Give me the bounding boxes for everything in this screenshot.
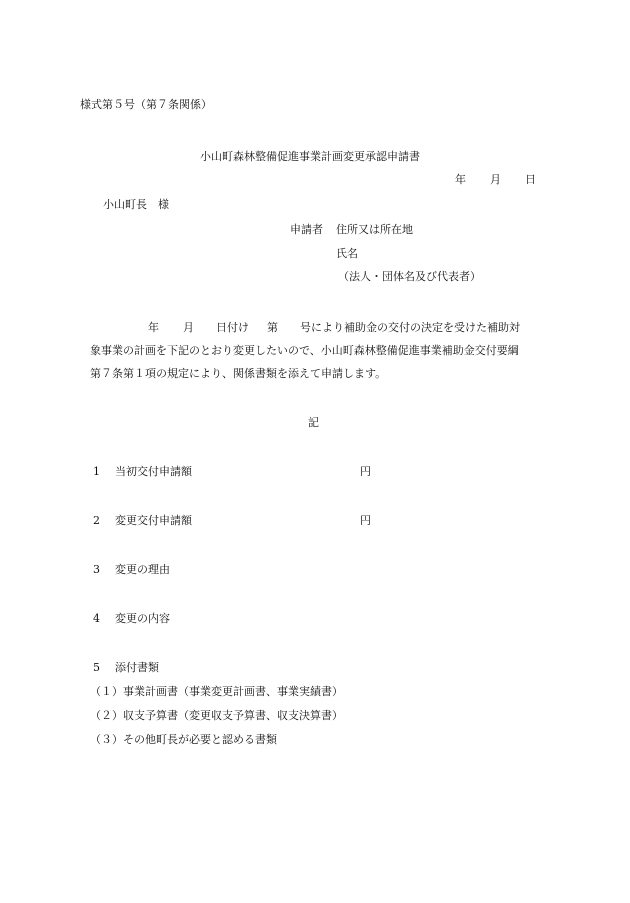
body-line-2: 象事業の計画を下記のとおり変更したいので、小山町森林整備促進事業補助金交付要綱 xyxy=(90,344,519,357)
applicant-note: （法人・団体名及び代表者） xyxy=(338,270,481,283)
item-label: 変更の理由 xyxy=(115,563,170,576)
body-dai: 第 xyxy=(267,321,278,334)
applicant-name-label: 氏名 xyxy=(336,247,358,260)
applicant-address-label: 住所又は所在地 xyxy=(336,223,413,236)
body-line-3: 第７条第１項の規定により、関係書類を添えて申請します。 xyxy=(90,367,387,380)
item-label: 添付書類 xyxy=(115,661,159,674)
item-unit: 円 xyxy=(360,465,371,478)
item-number: 1 xyxy=(93,465,100,478)
date-month: 月 xyxy=(490,173,501,186)
date-year: 年 xyxy=(455,173,466,186)
item-number: 3 xyxy=(93,563,100,576)
item-number: 5 xyxy=(93,661,100,674)
item-number: 2 xyxy=(93,514,100,527)
date-day: 日 xyxy=(525,173,536,186)
item-label: 変更の内容 xyxy=(115,612,170,625)
document-title: 小山町森林整備促進事業計画変更承認申請書 xyxy=(200,150,420,163)
attachment-item: （３）その他町長が必要と認める書類 xyxy=(90,733,277,746)
body-year: 年 xyxy=(148,321,159,334)
item-number: 4 xyxy=(93,612,100,625)
ki-heading: 記 xyxy=(308,416,319,429)
item-label: 変更交付申請額 xyxy=(115,514,192,527)
body-day-suffix: 日付け xyxy=(216,321,249,334)
attachment-item: （１）事業計画書（事業変更計画書、事業実績書） xyxy=(90,685,343,698)
applicant-label: 申請者 xyxy=(290,223,323,236)
attachment-item: （２）収支予算書（変更収支予算書、収支決算書） xyxy=(90,709,343,722)
item-unit: 円 xyxy=(360,514,371,527)
form-number: 様式第５号（第７条関係） xyxy=(80,98,212,111)
body-month: 月 xyxy=(183,321,194,334)
body-paragraph xyxy=(90,316,550,385)
body-line-1-rest: 号により補助金の交付の決定を受けた補助対 xyxy=(300,321,520,334)
addressee: 小山町長 様 xyxy=(103,198,169,211)
item-label: 当初交付申請額 xyxy=(115,465,192,478)
body-line-1 xyxy=(148,316,550,339)
